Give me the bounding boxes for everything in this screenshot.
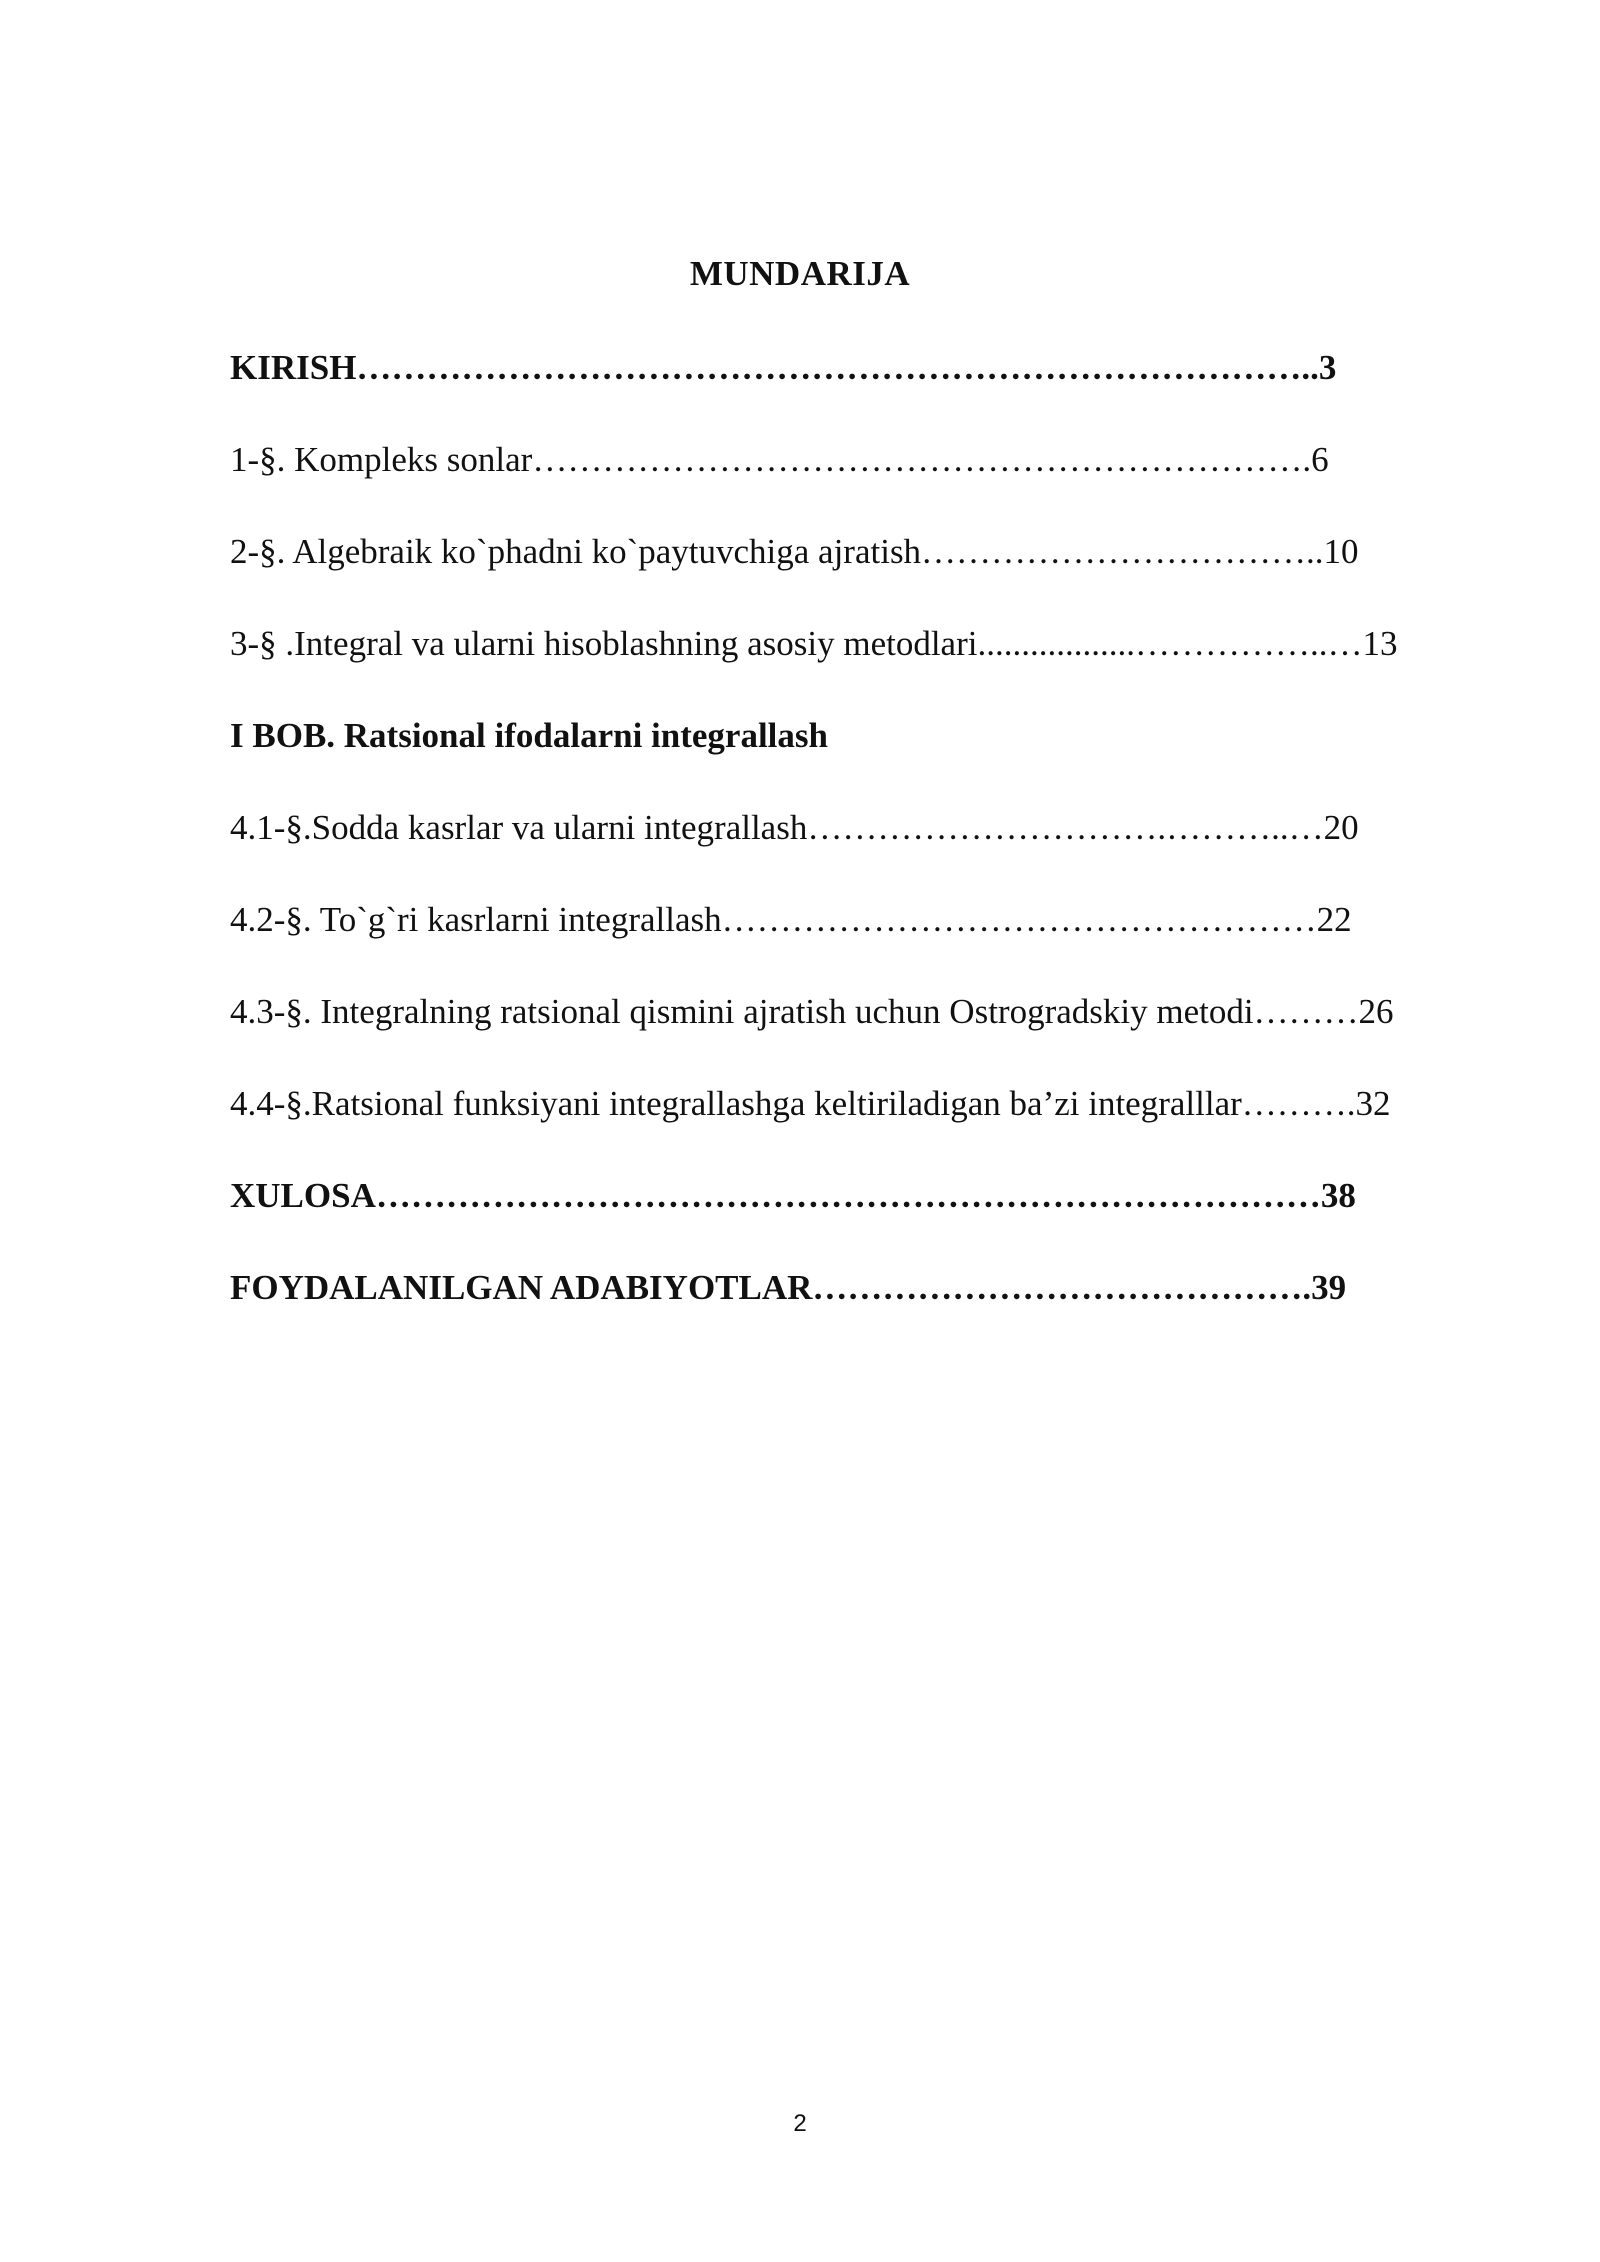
toc-chapter-heading (230, 714, 828, 758)
toc-entry-3 (230, 622, 1397, 666)
toc-entry-text: 1-§. Kompleks sonlar………………………………………………………….6 (230, 440, 1329, 479)
toc-entry-text: 4.1-§.Sodda kasrlar va ularni integrallash………………………….………..…20 (230, 808, 1359, 847)
toc-entry-2 (230, 530, 1359, 574)
toc-entry-4-3 (230, 990, 1394, 1034)
toc-entry-text: 2-§. Algebraik ko`phadni ko`paytuvchiga ajratish……………………………..10 (230, 532, 1359, 571)
toc-entry-text: XULOSA………………………………………………………………………38 (230, 1176, 1356, 1215)
toc-entry-1 (230, 438, 1329, 482)
toc-entry-text: 4.4-§.Ratsional funksiyani integrallashga keltiriladigan ba’zi integralllar……….32 (230, 1084, 1391, 1123)
toc-entry-4-4 (230, 1082, 1391, 1126)
toc-entry-4-1 (230, 806, 1359, 850)
toc-entry-text: KIRISH………………………………………………………………………..3 (230, 348, 1337, 387)
toc-entry-text: 4.3-§. Integralning ratsional qismini ajratish uchun Ostrogradskiy metodi………26 (230, 992, 1394, 1031)
page-title: MUNDARIJA (689, 254, 911, 293)
toc-entry-text: I BOB. Ratsional ifodalarni integrallash (230, 716, 828, 755)
page-number: 2 (793, 2110, 807, 2137)
toc-entry-text: FOYDALANILGAN ADABIYOTLAR…………………………………….39 (230, 1268, 1347, 1307)
toc-entry-kirish (230, 346, 1336, 390)
toc-entry-adabiyotlar (230, 1266, 1346, 1310)
toc-entry-text: 3-§ .Integral va ularni hisoblashning asosiy metodlari..................……………..…13 (230, 624, 1398, 663)
toc-entry-xulosa (230, 1174, 1356, 1218)
toc-entry-text: 4.2-§. To`g`ri kasrlarni integrallash……………………………………………22 (230, 900, 1352, 939)
toc-entry-4-2 (230, 898, 1352, 942)
